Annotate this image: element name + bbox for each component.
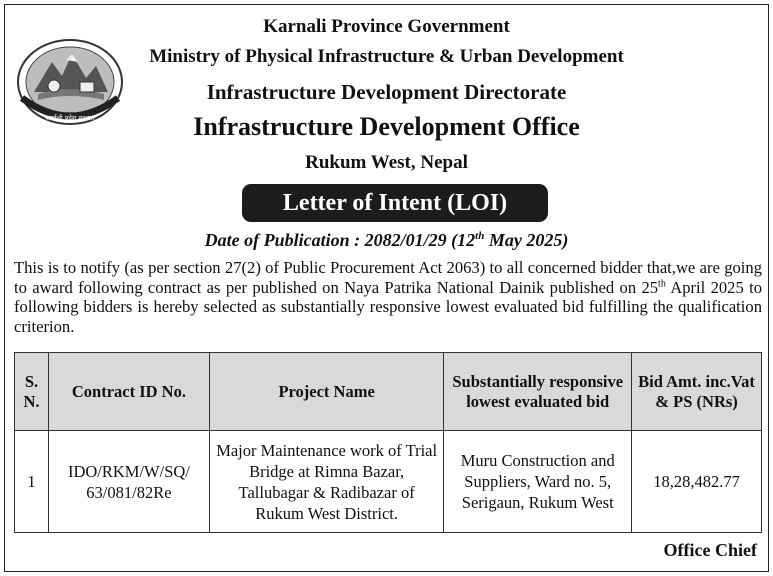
table-header-row [15, 353, 762, 431]
notice-body: This is to notify (as per section 27(2) of Public Procurement Act 2063) to all concerned bidder that,we are going to award following contract as per published on Naya Patrika National Dainik published on 25th April 2025 to following bidders is hereby selected as substantially responsive lowest evaluated bid fulfilling the qualification criterion. [14, 258, 762, 336]
cell-bidder: Muru Construction and Suppliers, Ward no. 5, Serigaun, Rukum West [444, 431, 632, 533]
col-header-sn: S. N. [15, 353, 49, 431]
publication-date: Date of Publication : 2082/01/29 (12th May 2025) [204, 230, 569, 250]
col-header-contract-id: Contract ID No. [48, 353, 209, 431]
col-header-bidder: Substantially responsive lowest evaluated bid [444, 353, 632, 431]
office-name: Infrastructure Development Office [193, 112, 580, 141]
award-table [14, 352, 762, 533]
directorate-name: Infrastructure Development Directorate [206, 80, 567, 104]
govt-name: Karnali Province Government [263, 16, 510, 37]
office-location: Rukum West, Nepal [305, 152, 468, 173]
loi-title-badge: Letter of Intent (LOI) [242, 184, 548, 222]
cell-amount: 18,28,482.77 [632, 431, 762, 533]
ministry-name: Ministry of Physical Infrastructure & Urban Development [149, 46, 624, 67]
col-header-amount: Bid Amt. inc.Vat & PS (NRs) [632, 353, 762, 431]
cell-contract-id: IDO/RKM/W/SQ/ 63/081/82Re [48, 431, 209, 533]
col-header-project: Project Name [209, 353, 444, 431]
emblem-caption: कर्णाली प्रदेश सरकार [45, 114, 95, 122]
cell-project: Major Maintenance work of Trial Bridge at Rimna Bazar, Tallubagar & Radibazar of Rukum West District. [209, 431, 444, 533]
table-row [15, 431, 762, 533]
signoff: Office Chief [663, 540, 757, 560]
cell-sn: 1 [15, 431, 49, 533]
